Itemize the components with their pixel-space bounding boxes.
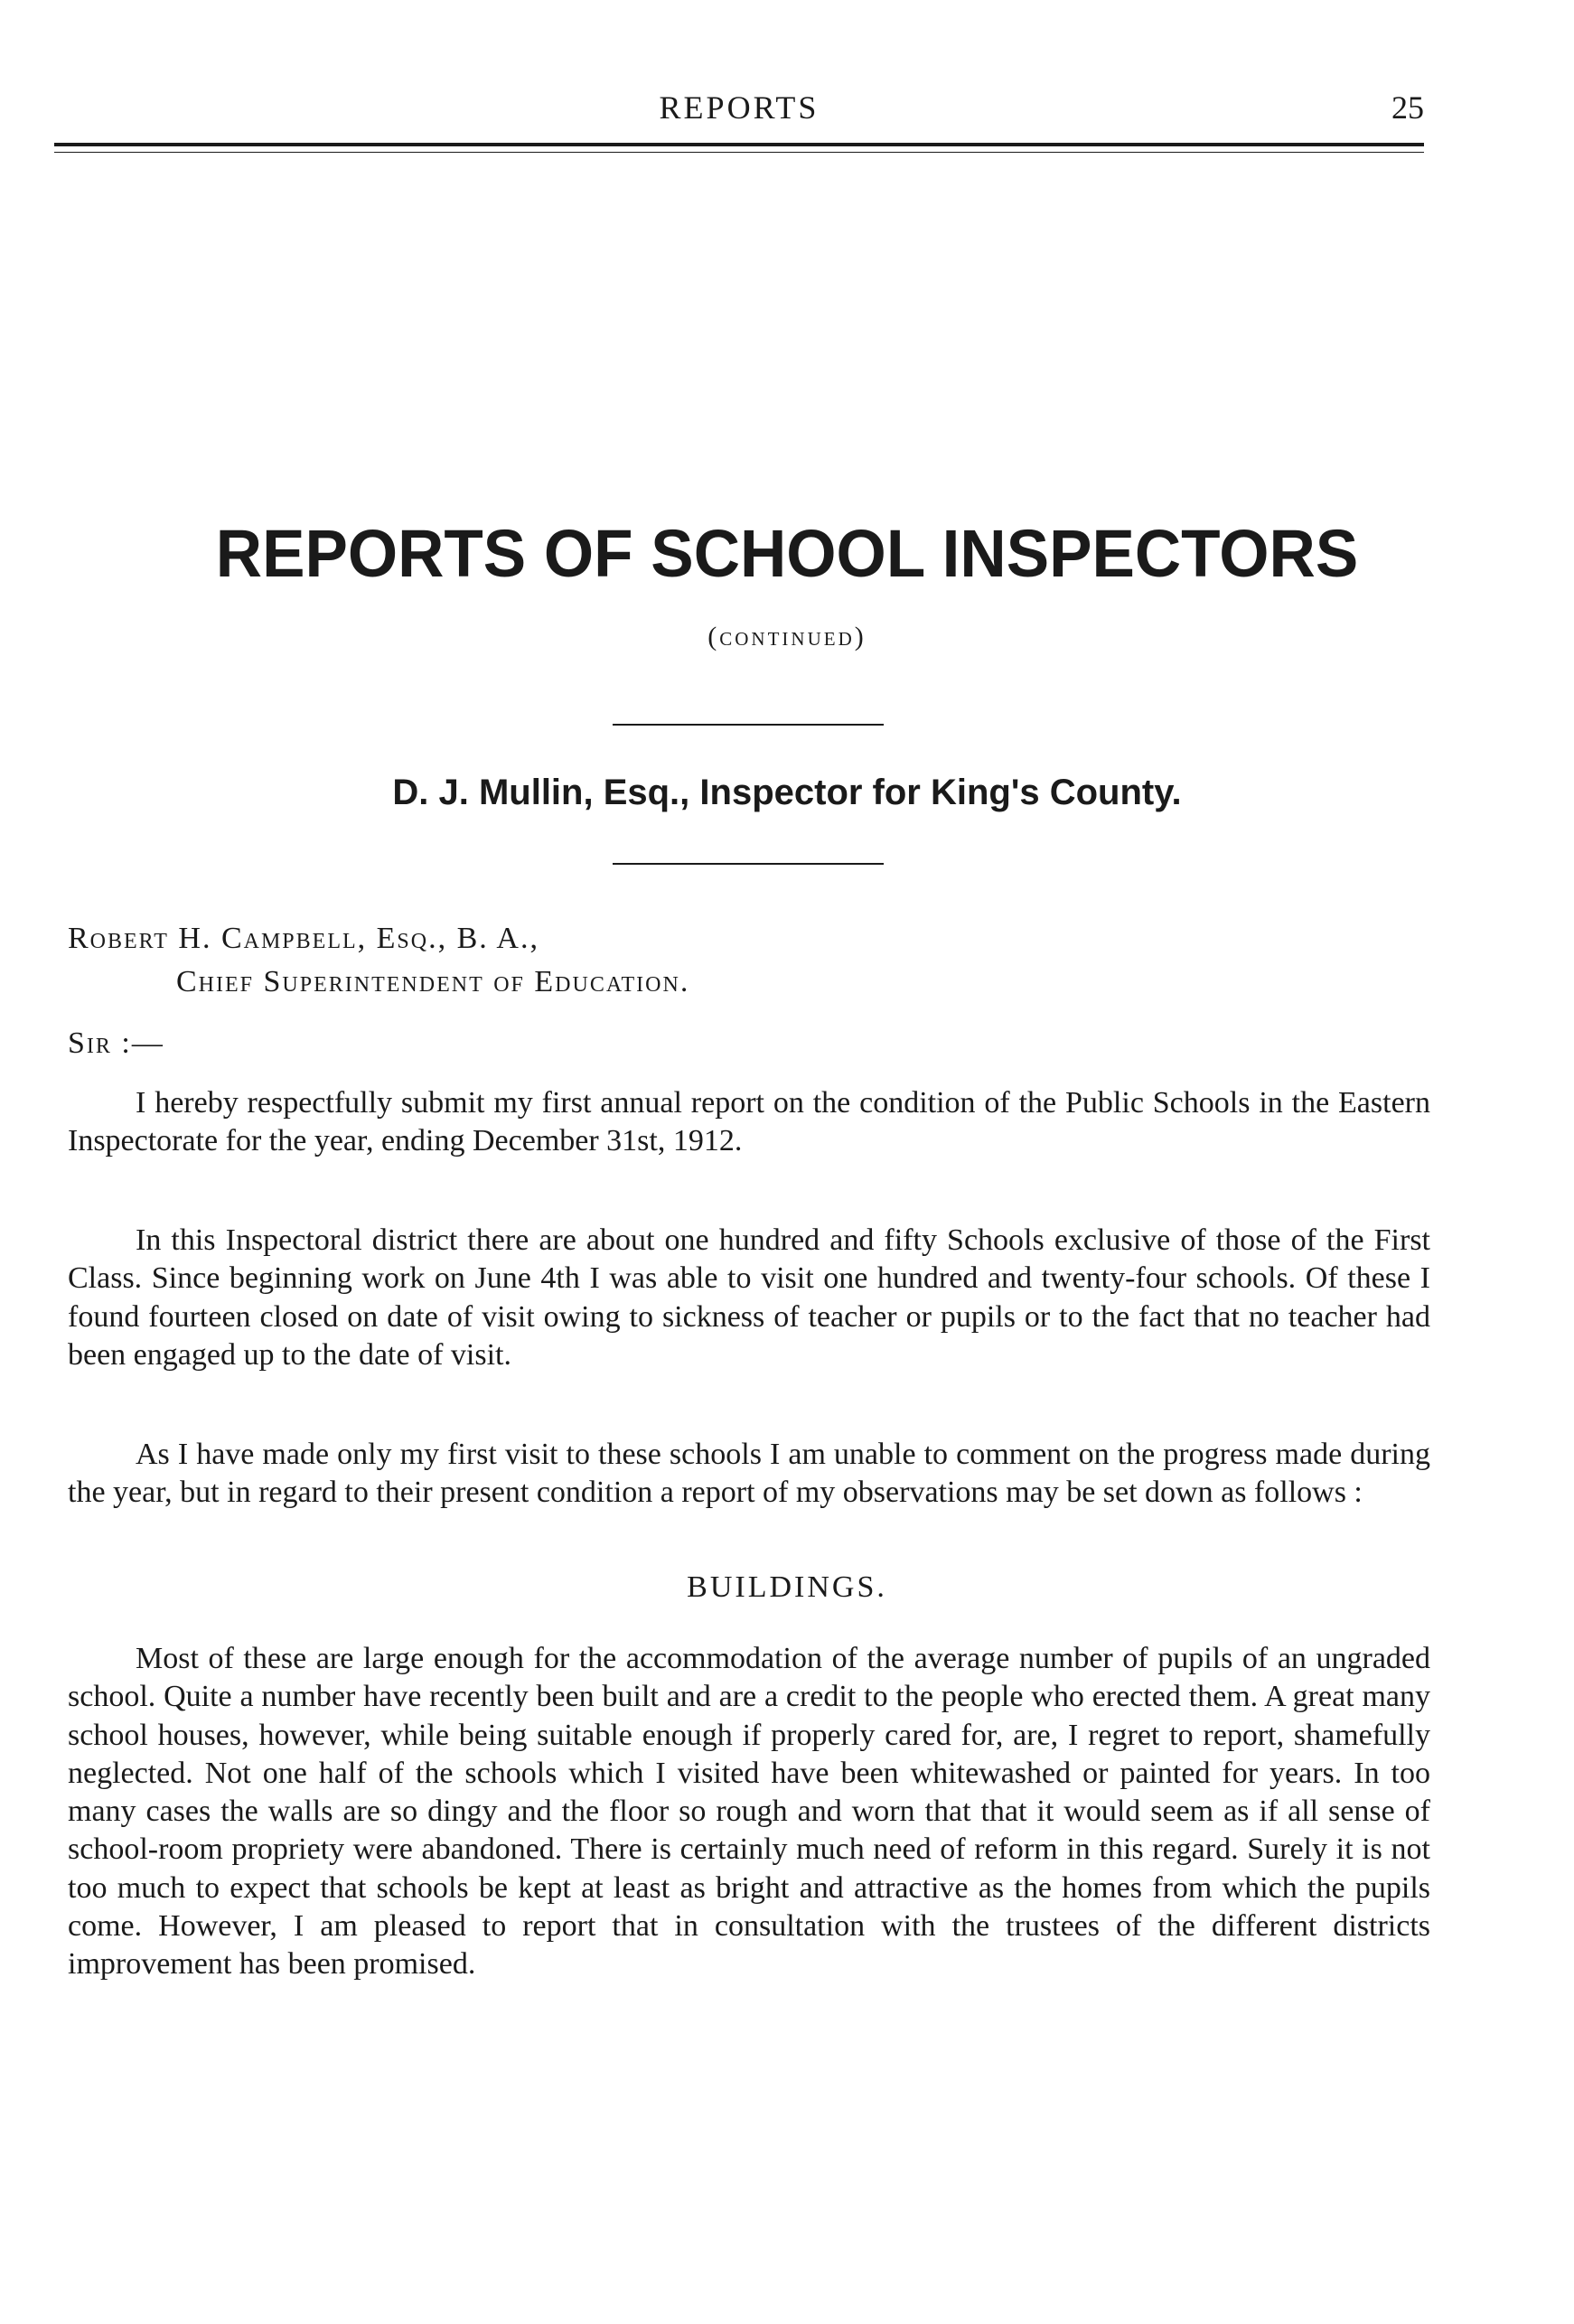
inspector-heading: D. J. Mullin, Esq., Inspector for King's County. — [392, 773, 1182, 812]
header-rule-thin — [54, 152, 1424, 153]
addressee-office: Chief Superintendent of Education. — [176, 965, 690, 998]
paragraph-text: In this Inspectoral district there are about one hundred and fifty Schools exclusive of those of the First Class. Since beginning work on June 4th I was able to visit one hundred and twenty-four schools. Of these I found fourteen closed on date of visit owing to sickness of teacher or pupils or to the fact that no teacher had been engaged up to the date of visit. — [68, 1223, 1430, 1372]
paragraph-text: As I have made only my first visit to these schools I am unable to comment on the progress made during the year, but in regard to their present condition a report of my observations may be set down as follows : — [68, 1438, 1430, 1510]
paragraph-text: Most of these are large enough for the accommodation of the average number of pupils of an ungraded school. Quite a number have recently been built and are a credit to the people who erected them. A great many school houses, however, while being suitable enough if properly cared for, are, I regret to report, shamefully neglected. Not one half of the schools which I visited have been whitewashed or painted for years. In too many cases the walls are so dingy and the floor so rough and worn that that it would seem as if all sense of school-room propriety were abandoned. There is certainly much need of reform in this regard. Surely it is not too much to expect that schools be kept at least as bright and attractive as the homes from which the pupils come. However, I am pleased to report that in consultation with the trustees of the different districts improvement has been promised. — [68, 1642, 1430, 1982]
paragraph — [68, 1436, 1430, 1513]
page-subtitle: (continued) — [707, 622, 867, 651]
addressee-name: Robert H. Campbell, Esq., B. A., — [68, 922, 539, 955]
header-rule-thick — [54, 143, 1424, 146]
running-header — [54, 89, 1424, 143]
running-title: REPORTS — [659, 89, 820, 126]
paragraph — [68, 1640, 1430, 1984]
paragraph-text: I hereby respectfully submit my first annual report on the condition of the Public Schools in the Eastern Inspectorate for the year, ending December 31st, 1912. — [68, 1086, 1430, 1158]
page-title: REPORTS OF SCHOOL INSPECTORS — [215, 516, 1359, 591]
paragraph — [68, 1222, 1430, 1374]
salutation: Sir :— — [68, 1026, 164, 1060]
divider-rule-top — [613, 724, 884, 726]
divider-rule-bottom — [613, 863, 884, 865]
section-heading: BUILDINGS. — [687, 1570, 887, 1604]
page-number: 25 — [1391, 89, 1424, 126]
paragraph — [68, 1084, 1430, 1161]
